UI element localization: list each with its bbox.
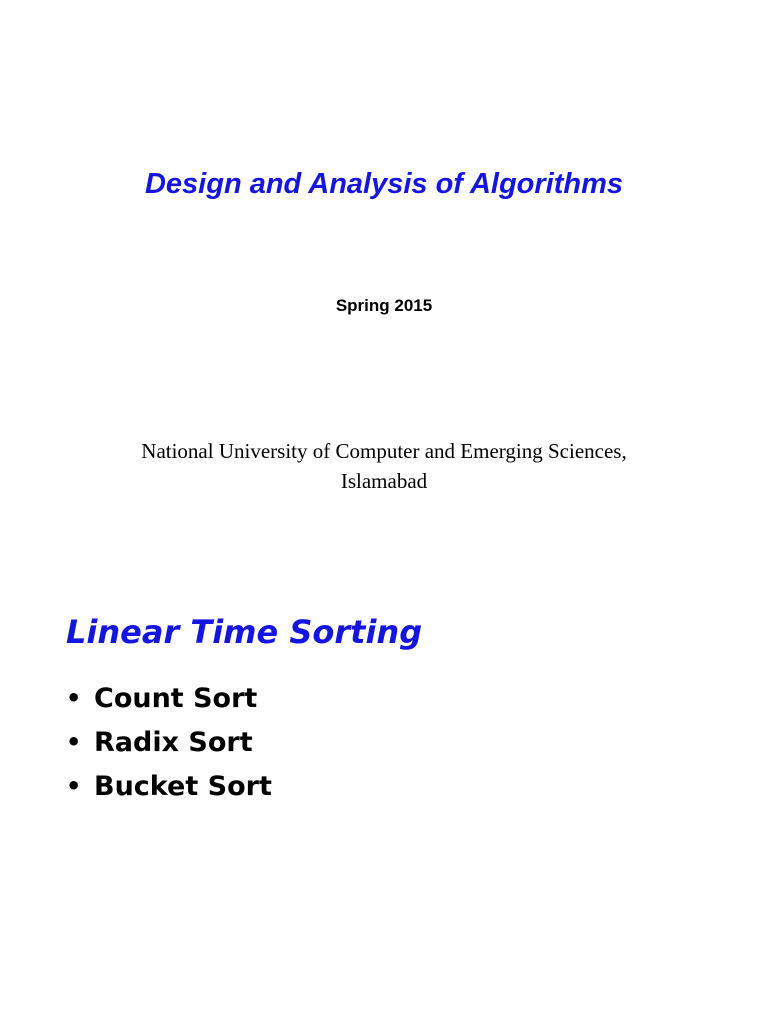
topic-list [66,676,272,808]
list-item-label: Bucket Sort [94,770,272,802]
course-title: Design and Analysis of Algorithms [144,168,624,200]
list-item-label: Radix Sort [94,726,253,758]
bullet-icon: • [66,728,82,756]
term-label: Spring 2015 [335,296,433,315]
institution-line-2: Islamabad [340,469,428,493]
institution-name [0,436,768,496]
institution-line-1: National University of Computer and Emerging Sciences, [141,439,627,463]
bullet-icon: • [66,772,82,800]
bullet-icon: • [66,684,82,712]
list-item [66,676,272,720]
list-item [66,764,272,808]
list-item [66,720,272,764]
section-heading: Linear Time Sorting [66,613,423,651]
list-item-label: Count Sort [94,682,258,714]
